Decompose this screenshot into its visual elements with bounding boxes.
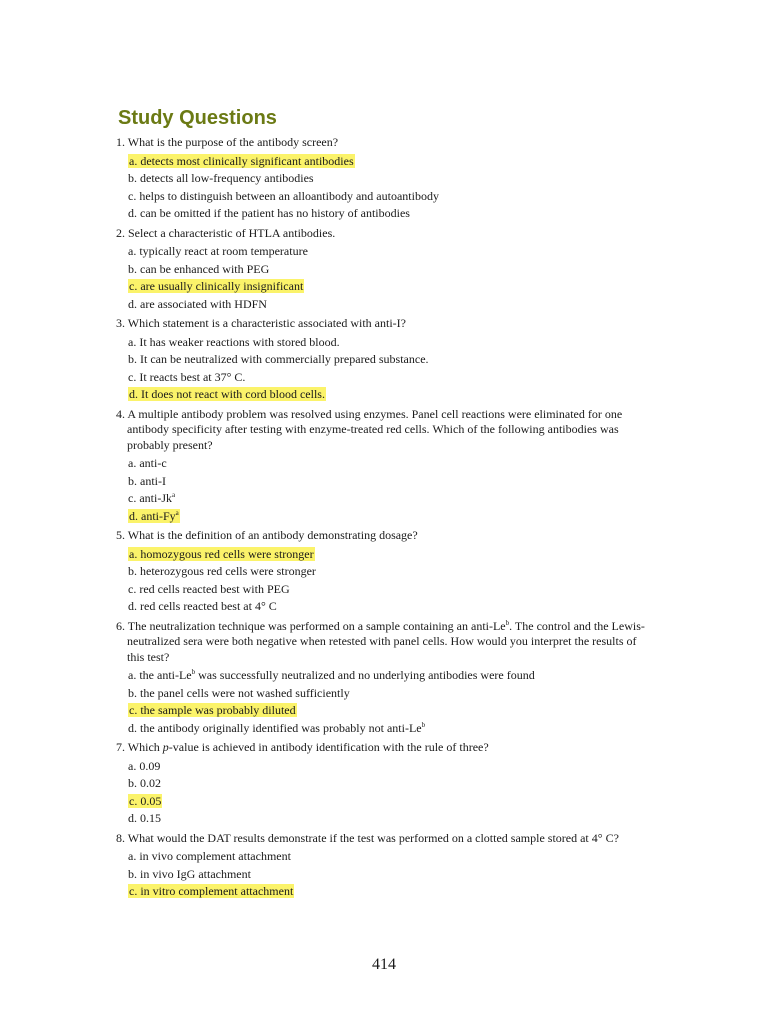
question-stem: 1. What is the purpose of the antibody screen? — [116, 135, 339, 149]
superscript: b — [421, 720, 426, 729]
option-list — [128, 334, 656, 404]
question-6 — [116, 619, 656, 738]
option-list — [128, 546, 656, 616]
option-a: a. homozygous red cells were stronger — [129, 546, 314, 561]
question-stem: 7. Which p-value is achieved in antibody identification with the rule of three? — [116, 740, 489, 754]
question-stem: 6. The neutralization technique was performed on a sample containing an anti-Le$^b$. The control and the Lewis-neutralized sera were both negative when retested with panel cells. How would you interpret the results of this test? — [116, 618, 645, 664]
option-a: a. the anti-Le$^b$ was successfully neutralized and no underlying antibodies were found — [128, 668, 535, 682]
option-c: c. red cells reacted best with PEG — [128, 581, 290, 596]
option-list — [128, 455, 656, 525]
option-d: d. 0.15 — [128, 811, 161, 825]
question-8 — [116, 831, 656, 901]
option-d: d. the antibody originally identified was probably not anti-Le$^b$ — [128, 720, 426, 735]
option-b: b. the panel cells were not washed sufficiently — [128, 685, 350, 700]
question-4 — [116, 407, 656, 526]
option-list — [128, 153, 656, 223]
option-c: c. It reacts best at 37° C. — [128, 369, 246, 384]
question-7 — [116, 740, 656, 828]
option-c: c. anti-Jk$^a$ — [128, 491, 176, 505]
option-c: c. in vitro complement attachment — [129, 884, 294, 898]
option-b: b. detects all low-frequency antibodies — [128, 171, 314, 185]
questions-list — [116, 135, 656, 901]
option-a: a. in vivo complement attachment — [128, 849, 291, 863]
page-number: 414 — [372, 956, 396, 973]
question-3 — [116, 316, 656, 404]
question-stem: 4. A multiple antibody problem was resolved using enzymes. Panel cell reactions were eliminated for one antibody specificity after testing with enzyme-treated red cells. Which of the following antibodies was probably present? — [116, 406, 623, 452]
option-d: d. can be omitted if the patient has no history of antibodies — [128, 206, 410, 220]
question-5 — [116, 528, 656, 616]
option-c: c. helps to distinguish between an alloantibody and autoantibody — [128, 188, 439, 203]
option-b: b. in vivo IgG attachment — [128, 866, 251, 881]
question-1 — [116, 135, 656, 223]
option-b: b. anti-I — [128, 473, 166, 488]
question-stem: 3. Which statement is a characteristic associated with anti-I? — [116, 316, 406, 330]
option-c: c. the sample was probably diluted — [129, 703, 296, 717]
question-2 — [116, 226, 656, 314]
option-list — [128, 243, 656, 313]
page-title: Study Questions — [118, 107, 277, 129]
option-d: d. anti-Fy$^a$ — [129, 508, 179, 523]
superscript: a — [172, 491, 176, 499]
option-a: a. 0.09 — [128, 758, 161, 773]
option-a: a. detects most clinically significant antibodies — [129, 153, 354, 168]
superscript: b — [505, 618, 510, 627]
option-b: b. It can be neutralized with commercially prepared substance. — [128, 352, 429, 366]
option-list — [128, 848, 656, 901]
option-list — [128, 758, 656, 828]
option-c: c. 0.05 — [129, 793, 162, 808]
option-d: d. red cells reacted best at 4° C — [128, 599, 277, 613]
option-list — [128, 667, 656, 737]
option-a: a. It has weaker reactions with stored blood. — [128, 334, 340, 349]
option-b: b. heterozygous red cells were stronger — [128, 564, 316, 578]
superscript: a — [175, 508, 179, 517]
option-b: b. can be enhanced with PEG — [128, 261, 270, 276]
question-stem: 8. What would the DAT results demonstrate if the test was performed on a clotted sample stored at 4° C? — [116, 830, 619, 845]
option-d: d. It does not react with cord blood cells. — [129, 387, 325, 401]
question-stem: 5. What is the definition of an antibody demonstrating dosage? — [116, 528, 418, 542]
option-c: c. are usually clinically insignificant — [129, 279, 304, 293]
question-stem: 2. Select a characteristic of HTLA antibodies. — [116, 225, 336, 240]
option-d: d. are associated with HDFN — [128, 296, 267, 311]
option-b: b. 0.02 — [128, 776, 161, 790]
option-a: a. typically react at room temperature — [128, 244, 308, 258]
superscript: b — [191, 668, 196, 676]
option-a: a. anti-c — [128, 456, 167, 470]
